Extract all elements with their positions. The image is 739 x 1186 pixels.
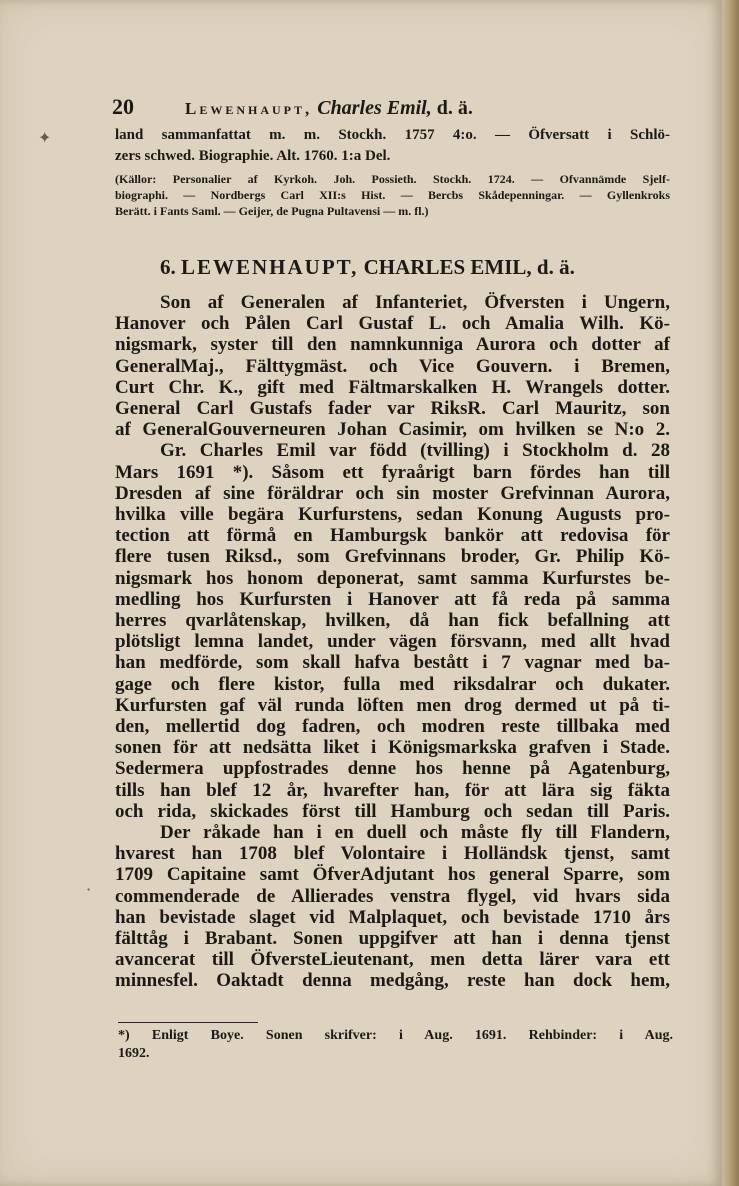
running-name: Charles Emil, <box>317 97 432 119</box>
section-number: 6. <box>160 255 176 279</box>
body-line: tection att förmå en Hamburgsk bankör att redovisa för <box>115 525 670 547</box>
body-line: General Carl Gustafs fader var RiksR. Carl Mauritz, son <box>115 398 670 419</box>
body-line: medling hos Kurfursten i Hanover att få reda på samma <box>115 588 670 610</box>
body-line: 1709 Capitaine samt ÖfverAdjutant hos general Sparre, som <box>115 864 670 886</box>
body-line: och rida, skickades först till Hamburg och sedan till Paris. <box>115 800 670 822</box>
sources-line: (Källor: Personalier af Kyrkoh. Joh. Possieth. Stockh. 1724. — Ofvannämde Sjelf- <box>115 172 670 186</box>
body-line: Hanover och Pålen Carl Gustaf L. och Amalia Wilh. Kö- <box>115 313 670 335</box>
body-line: Mars 1691 *). Såsom ett fyraårigt barn fördes han till <box>115 461 670 483</box>
running-header <box>112 94 612 124</box>
body-line: minnesfel. Oaktadt denna medgång, reste han dock hem, <box>115 970 670 992</box>
continuation-line: zers schwed. Biographie. Alt. 1760. 1:a Del. <box>115 148 391 164</box>
body-line: avancerat till ÖfversteLieutenant, men detta lärer vara ett <box>115 949 670 971</box>
body-line: gage och flere kistor, fulla med riksdalrar och dukater. <box>115 673 670 695</box>
body-line: Sedermera uppfostrades denne hos henne på Agatenburg, <box>115 758 670 780</box>
body-line: nigsmark hos honom deponerat, samt samma Kurfurstes be- <box>115 567 670 589</box>
running-suffix: d. ä. <box>436 97 473 119</box>
body-line: Dresden af sine föräldrar och sin moster Grefvinnan Aurora, <box>115 482 670 504</box>
body-line: sonen för att nedsätta liket i Königsmarkska grafven i Stade. <box>115 737 670 759</box>
section-heading <box>160 255 575 280</box>
body-line: plötsligt lemna landet, under vägen försvann, med allt hvad <box>115 631 670 653</box>
sources-line: biographi. — Nordbergs Carl XII:s Hist. — Bercbs Skådepenningar. — Gyllenkroks <box>115 188 670 202</box>
margin-mark: · <box>86 880 92 899</box>
body-line: flere tusen Riksd., som Grefvinnans broder, Gr. Philip Kö- <box>115 546 670 568</box>
body-line: fälttåg i Brabant. Sonen uppgifver att han i denna tjenst <box>115 928 670 949</box>
page-number: 20 <box>112 94 134 119</box>
section-name: LEWENHAUPT, <box>181 255 359 279</box>
section-rest: CHARLES EMIL, d. ä. <box>363 255 575 279</box>
running-title: Lewenhaupt, <box>185 99 313 118</box>
body-line: Curt Chr. K., gift med Fältmarskalken H. Wrangels dotter. <box>115 376 670 398</box>
footnote-rule <box>118 1022 258 1023</box>
body-line: GeneralMaj., Fälttygmäst. och Vice Gouvern. i Bremen, <box>115 355 670 377</box>
body-line: hvilka ville begära Kurfurstens, sedan Konung Augusts pro- <box>115 504 670 525</box>
body-line: Der råkade han i en duell och måste fly till Flandern, <box>160 822 670 843</box>
body-line: han bevistade slaget vid Malplaquet, och bevistade 1710 års <box>115 906 670 928</box>
body-line: Kurfursten gaf väl runda löften men drog dermed ut på ti- <box>115 694 670 716</box>
body-line: commenderade de Allierades venstra flygel, vid hvars sida <box>115 885 670 907</box>
body-line: hvarest han 1708 blef Volontaire i Holländsk tjenst, samt <box>115 843 670 865</box>
body-line: tills han blef 12 år, hvarefter han, för att lära sig fäkta <box>115 779 670 801</box>
sources-line: Berätt. i Fants Saml. — Geijer, de Pugna Pultavensi — m. fl.) <box>115 204 429 218</box>
body-line: nigsmark, syster till den namnkunniga Aurora och dotter af <box>115 334 670 356</box>
body-line: den, mellertid dog fadren, och modren reste tillbaka med <box>115 716 670 737</box>
page-edge <box>722 0 739 1186</box>
body-line: han medförde, som skall hafva bestått i 7 vagnar med ba- <box>115 652 670 674</box>
footnote-line: 1692. <box>118 1046 150 1061</box>
body-line: Gr. Charles Emil var född (tvilling) i Stockholm d. 28 <box>160 440 670 462</box>
footnote-line: *) Enligt Boye. Sonen skrifver: i Aug. 1691. Rehbinder: i Aug. <box>118 1028 673 1043</box>
continuation-line: land sammanfattat m. m. Stockh. 1757 4:o. — Öfversatt i Schlö- <box>115 127 670 143</box>
body-line: af GeneralGouverneuren Johan Casimir, om hvilken se N:o 2. <box>115 419 670 441</box>
body-line: Son af Generalen af Infanteriet, Öfversten i Ungern, <box>160 292 670 313</box>
margin-mark: ✦ <box>38 128 52 147</box>
body-line: herres qvarlåtenskap, hvilken, då han fick befallning att <box>115 610 670 631</box>
